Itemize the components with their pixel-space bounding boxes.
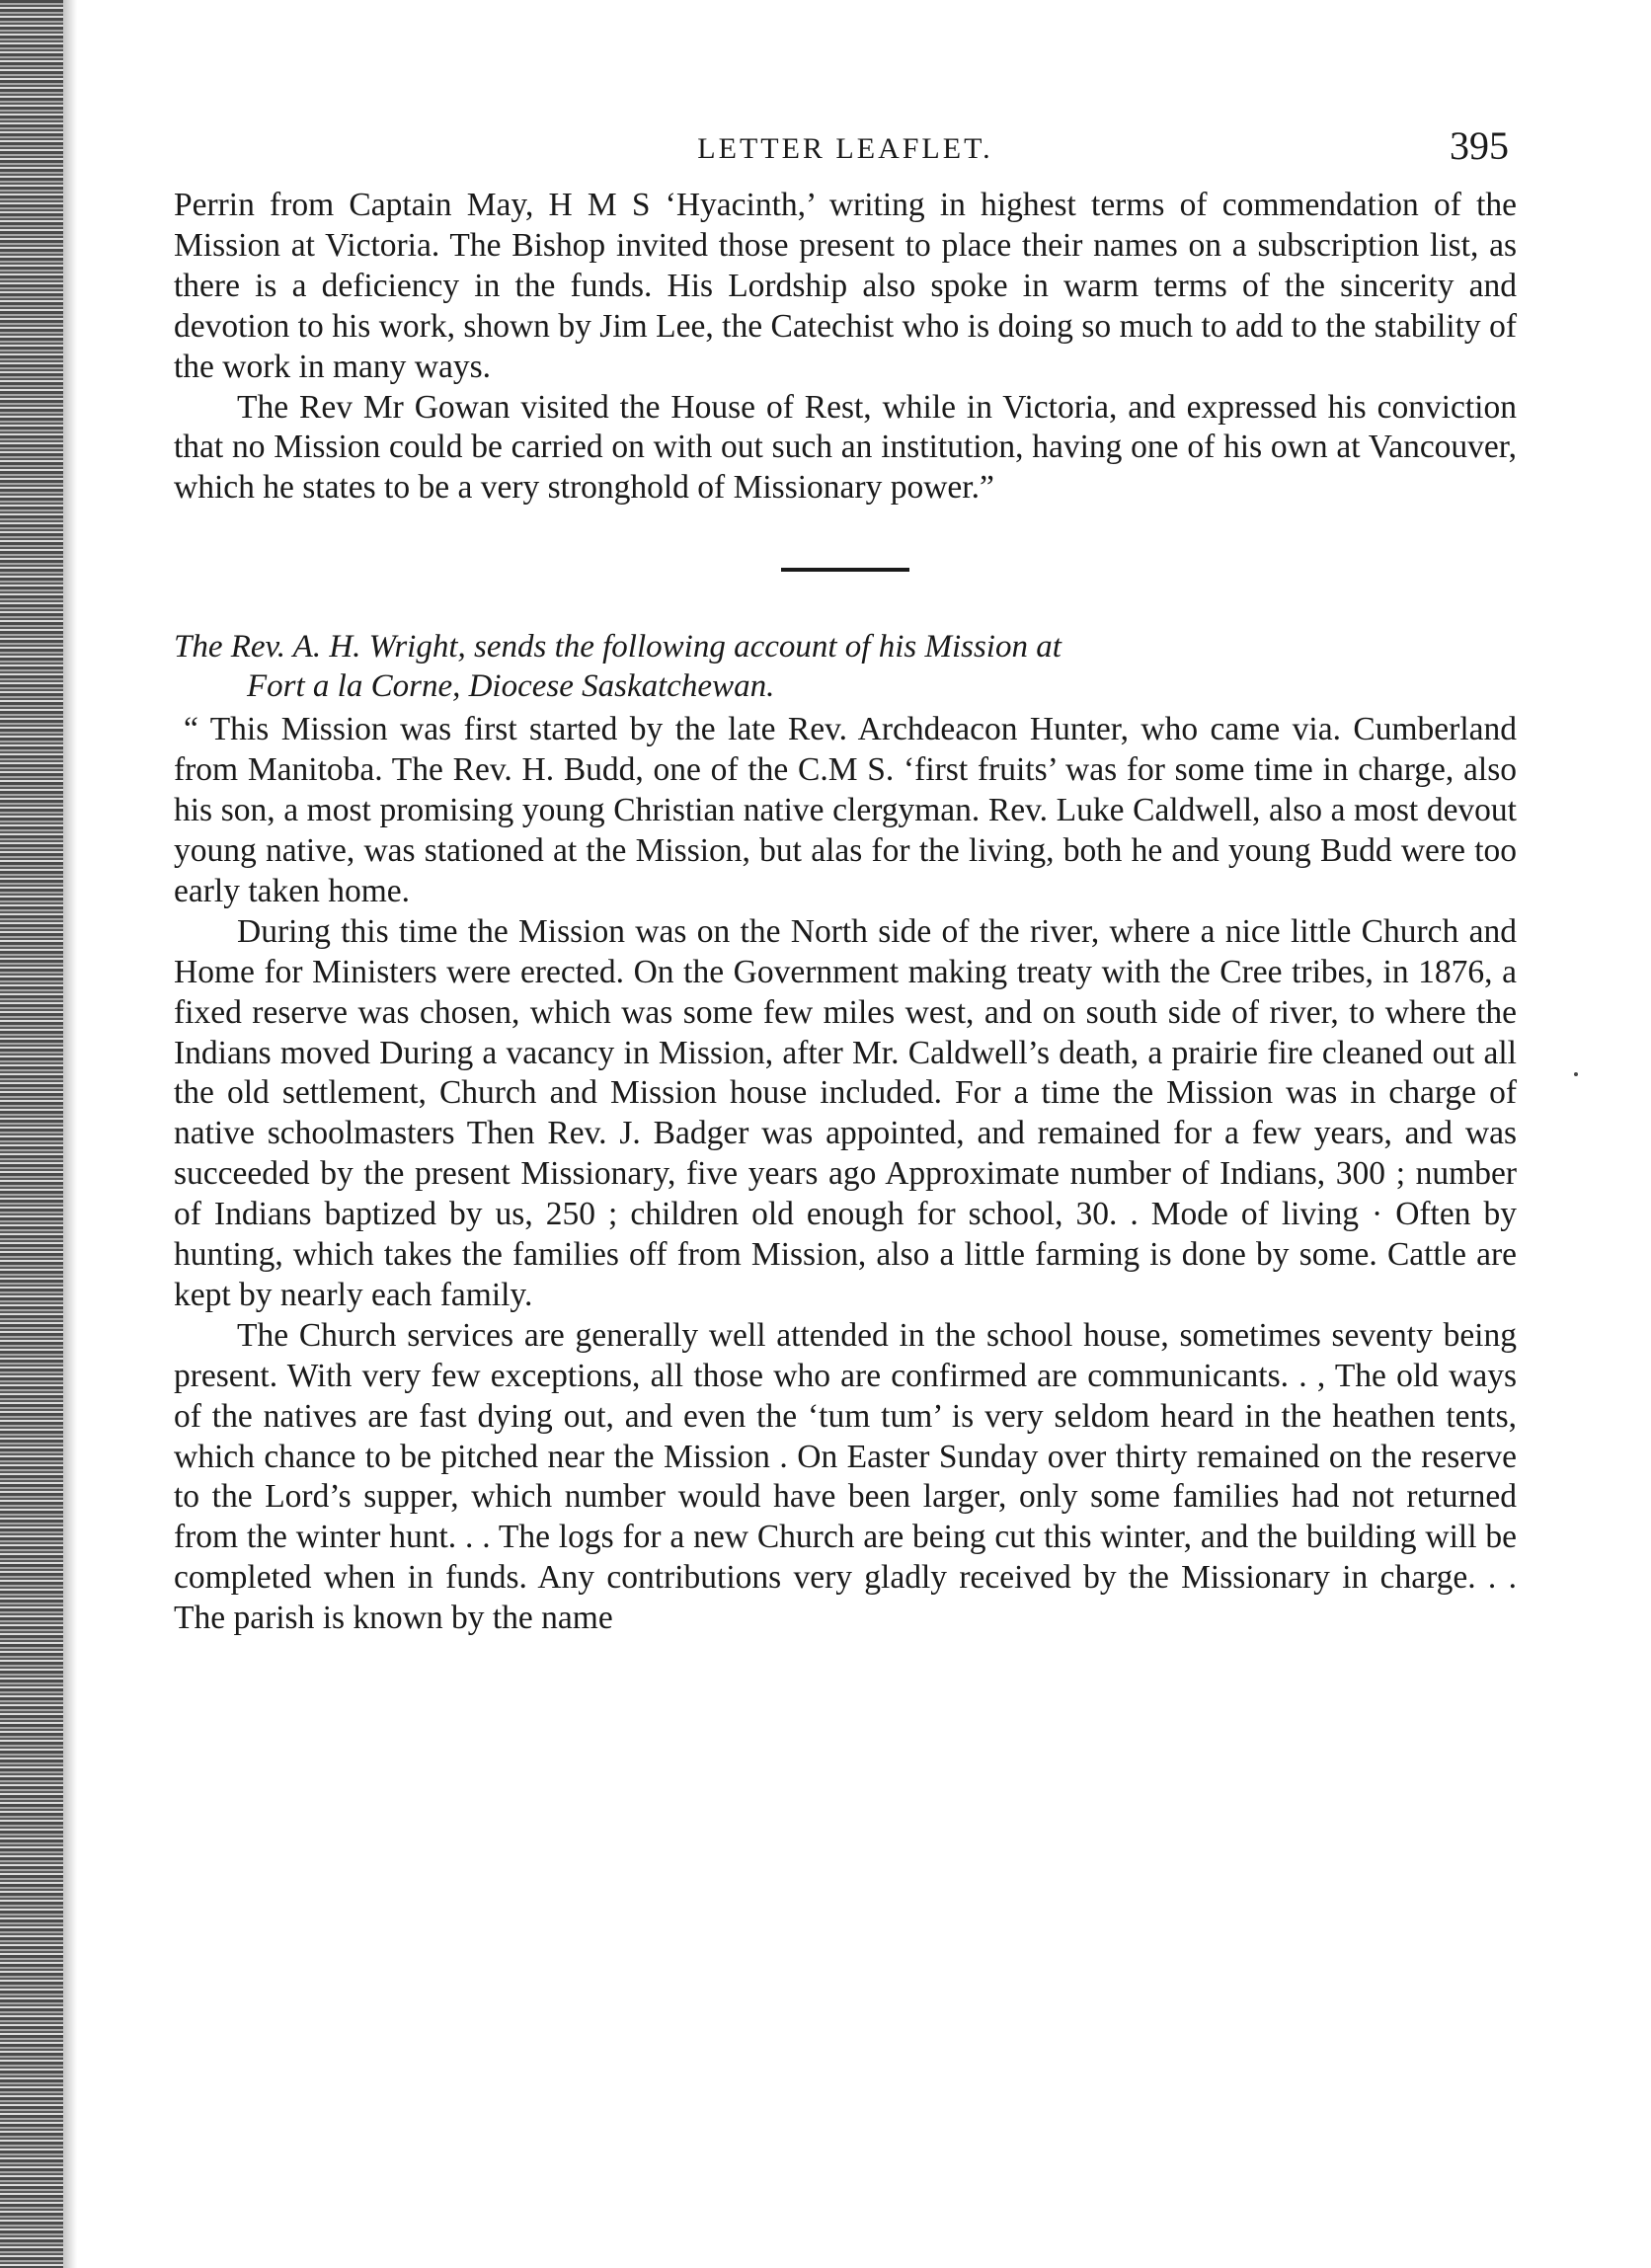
print-speck: [1574, 1072, 1578, 1076]
article-heading-line: The Rev. A. H. Wright, sends the following account of his Mission at: [174, 629, 1061, 665]
top-section: [174, 186, 1517, 508]
paragraph: The Church services are generally well attended in the school house, sometimes seventy being present. With very few exceptions, all those who are confirmed are communicants. . , The old ways of the natives are fast dying out, and even the ‘tum tum’ is very seldom heard in the heathen tents, which chance to be pitched near the Mission . On Easter Sunday over thirty remained on the reserve to the Lord’s supper, which number would have been larger, only some families had not returned from the winter hunt. . . The logs for a new Church are being cut this winter, and the building will be completed when in funds. Any contributions very gladly received by the Missionary in charge. . . The parish is known by the name: [174, 1316, 1517, 1637]
page-number: 395: [1450, 123, 1509, 168]
paragraph: The Rev Mr Gowan visited the House of Rest, while in Victoria, and expressed his conviction that no Mission could be carried on with out such an institution, having one of his own at Vancouver, which he states to be a very stronghold of Missionary power.”: [174, 388, 1517, 507]
running-title: LETTER LEAFLET.: [697, 132, 993, 165]
paragraph: “ This Mission was first started by the late Rev. Archdeacon Hunter, who came via. Cumberland from Manitoba. The Rev. H. Budd, one of the C.M S. ‘first fruits’ was for some time in charge, also his son, a most promising young Christian native clergyman. Rev. Luke Caldwell, also a most devout young native, was stationed at the Mission, but alas for the living, both he and young Budd were too early taken home.: [174, 711, 1517, 909]
section-divider: [781, 568, 909, 572]
article-body: [174, 710, 1517, 1639]
running-header: [174, 123, 1517, 186]
article-heading-line: Fort a la Corne, Diocese Saskatchewan.: [247, 668, 775, 705]
article-heading: [174, 627, 1517, 706]
page-binding-edge: [0, 0, 63, 2268]
paragraph: During this time the Mission was on the North side of the river, where a nice little Church and Home for Ministers were erected. On the Government making treaty with the Cree tribes, in 1876, a fixed reserve was chosen, which was some few miles west, and on south side of river, to where the Indians moved During a vacancy in Mission, after Mr. Caldwell’s death, a prairie fire cleaned out all the old settlement, Church and Mission house included. For a time the Mission was in charge of native schoolmasters Then Rev. J. Badger was appointed, and remained for a few years, and was succeeded by the present Missionary, five years ago Approximate number of Indians, 300 ; number of Indians baptized by us, 250 ; children old enough for school, 30. . Mode of living · Often by hunting, which takes the families off from Mission, also a little farming is done by some. Cattle are kept by nearly each family.: [174, 912, 1517, 1313]
document-page: [174, 123, 1517, 1639]
paragraph: Perrin from Captain May, H M S ‘Hyacinth,’ writing in highest terms of commendation of the Mission at Victoria. The Bishop invited those present to place their names on a subscription list, as there is a deficiency in the funds. His Lordship also spoke in warm terms of the sincerity and devotion to his work, shown by Jim Lee, the Catechist who is doing so much to add to the stability of the work in many ways.: [174, 187, 1517, 385]
